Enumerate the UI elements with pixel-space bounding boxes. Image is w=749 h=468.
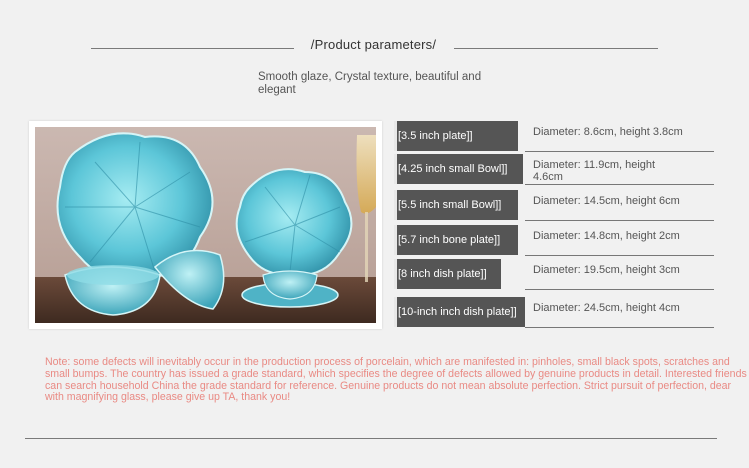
header-divider-left [91, 48, 294, 49]
product-photo [29, 121, 382, 329]
size-dimensions: Diameter: 14.8cm, height 2cm [533, 230, 680, 242]
footer-divider [25, 438, 717, 439]
size-label: [5.5 inch small Bowl]] [394, 190, 518, 220]
medium-flower-plate [237, 169, 352, 275]
header-divider-right [454, 48, 658, 49]
size-label: [10-inch inch dish plate]] [394, 297, 525, 327]
spec-divider [525, 220, 714, 221]
size-dimensions: Diameter: 24.5cm, height 4cm [533, 302, 680, 314]
defect-note: Note: some defects will inevitably occur in the production process of porcelain, which are manifested in: pinholes, small black spots, scratches and small bumps. The country has issued a grade standard, which specifies the degree of defects allowed by genuine products in detail. Interested friends can search household China the grade standard for reference. Genuine products do not mean absolute perfection. Strict pursuit of perfection, dear with magnifying glass, please give up TA, thank you! [45, 356, 747, 404]
section-header [0, 36, 749, 56]
spec-divider [525, 255, 714, 256]
spec-divider [525, 151, 714, 152]
size-dimensions: Diameter: 14.5cm, height 6cm [533, 195, 680, 207]
size-label: [8 inch dish plate]] [394, 259, 501, 289]
size-label: [4.25 inch small Bowl]] [394, 154, 523, 184]
size-dimensions: Diameter: 11.9cm, height 4.6cm [533, 159, 656, 183]
spec-divider [525, 327, 714, 328]
tableware-photo-illustration [35, 127, 376, 323]
spec-divider [525, 184, 714, 185]
size-label: [3.5 inch plate]] [394, 121, 518, 151]
size-label: [5.7 inch bone plate]] [394, 225, 518, 255]
spec-divider [525, 289, 714, 290]
product-subtitle: Smooth glaze, Crystal texture, beautiful and elegant [258, 71, 482, 96]
size-dimensions: Diameter: 19.5cm, height 3cm [533, 264, 680, 276]
size-dimensions: Diameter: 8.6cm, height 3.8cm [533, 126, 683, 138]
page-title: /Product parameters/ [310, 37, 437, 52]
